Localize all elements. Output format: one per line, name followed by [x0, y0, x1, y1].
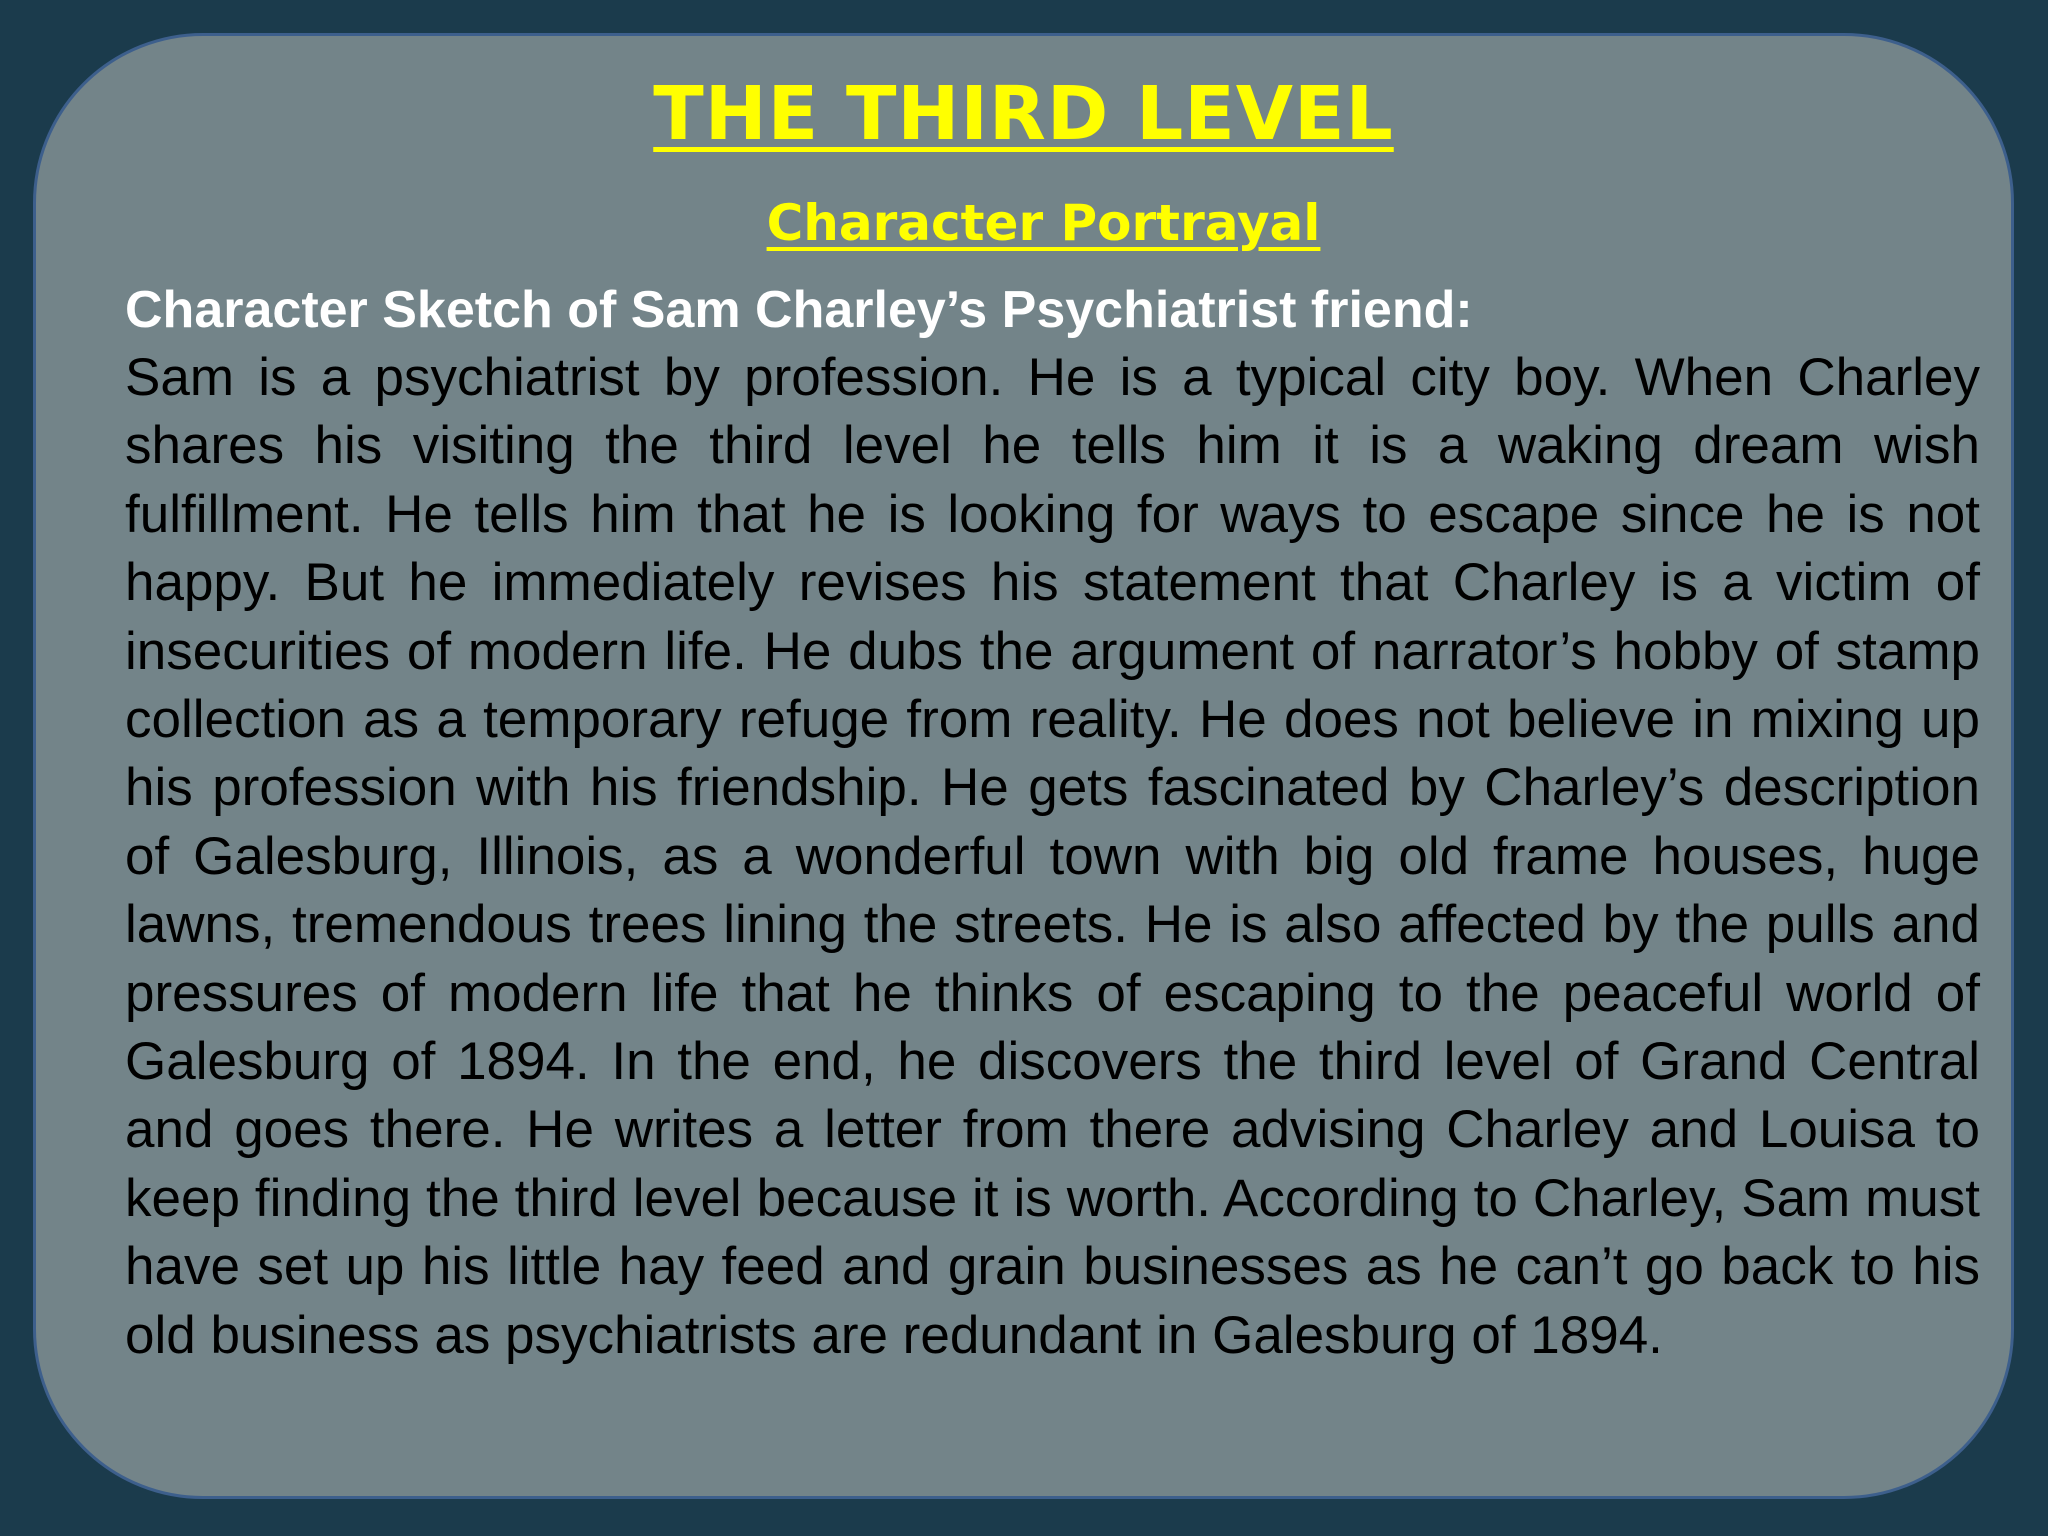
slide-subtitle-text: Character Portrayal [766, 194, 1321, 252]
slide-title [36, 71, 2011, 157]
section-heading: Character Sketch of Sam Charley’s Psychiatrist friend: [125, 281, 1473, 339]
slide-card [33, 33, 2014, 1499]
slide-subtitle [36, 196, 2011, 251]
slide-content [125, 276, 1980, 1370]
body-paragraph: Sam is a psychiatrist by profession. He is a typical city boy. When Charley shares his visiting the third level he tells him it is a waking dream wish fulfillment. He tells him that he is looking for ways to escape since he is not happy. But he immediately revises his statement that Charley is a victim of insecurities of modern life. He dubs the argument of narrator’s hobby of stamp collection as a temporary refuge from reality. He does not believe in mixing up his profession with his friendship. He gets fascinated by Charley’s description of Galesburg, Illinois, as a wonderful town with big old frame houses, huge lawns, tremendous trees lining the streets. He is also affected by the pulls and pressures of modern life that he thinks of escaping to the peaceful world of Galesburg of 1894. In the end, he discovers the third level of Grand Central and goes there. He writes a letter from there advising Charley and Louisa to keep finding the third level because it is worth. According to Charley, Sam must have set up his little hay feed and grain businesses as he can’t go back to his old business as psychiatrists are redundant in Galesburg of 1894. [125, 348, 1980, 1365]
slide-title-text: THE THIRD LEVEL [653, 71, 1394, 157]
